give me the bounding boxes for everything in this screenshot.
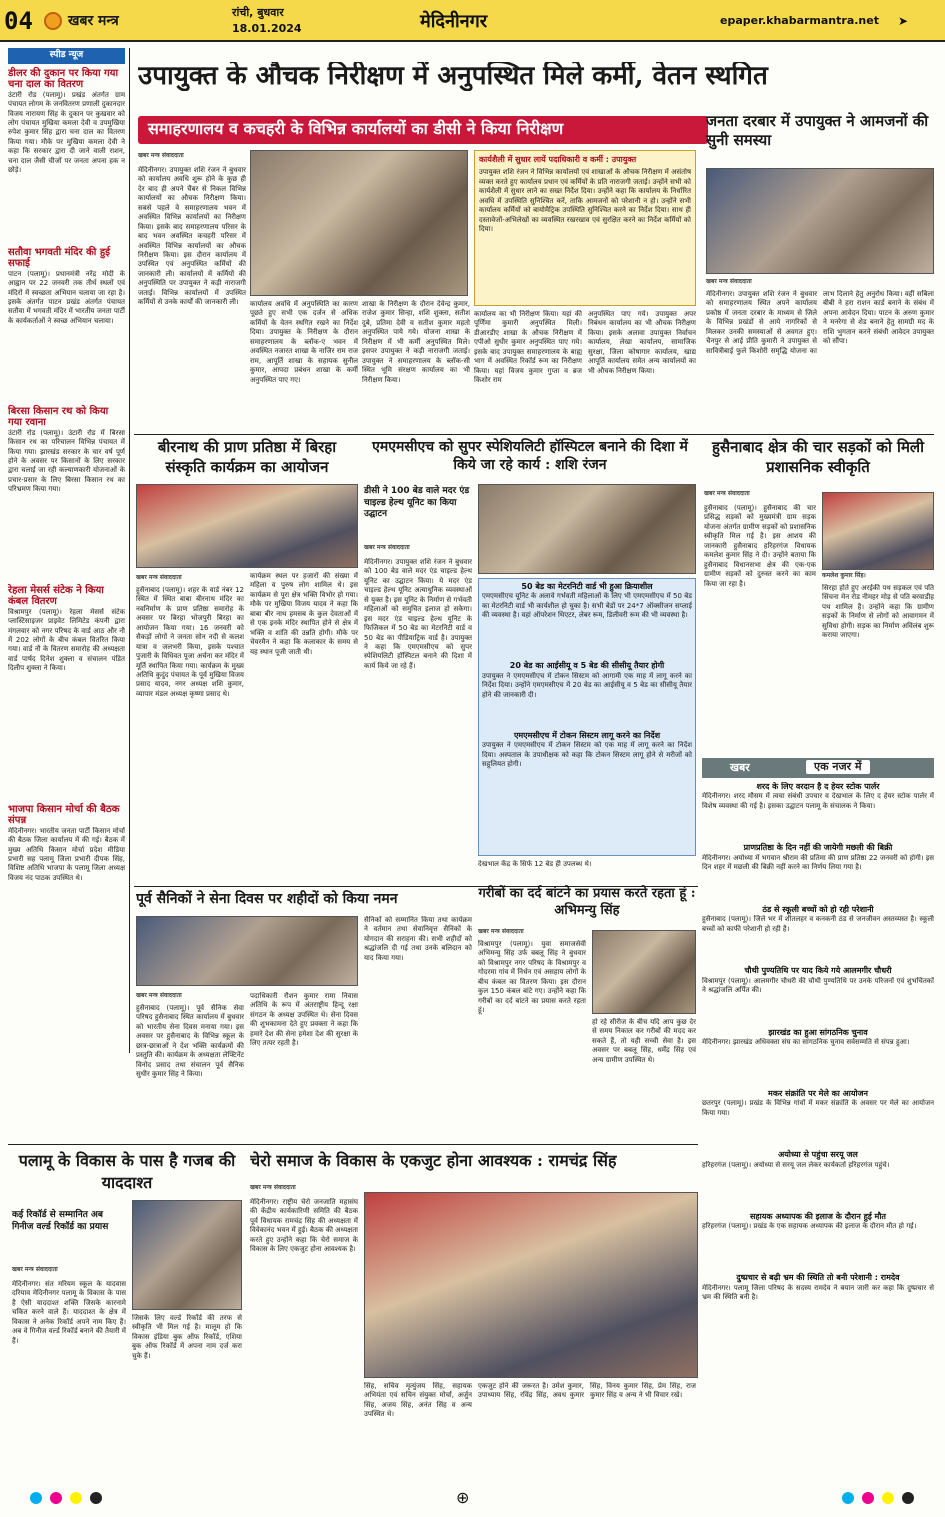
registration-mark-icon [902, 1492, 914, 1504]
sainik-body-2: पदाधिकारी रौशन कुमार रामा निवास अतिथि के रूप में अंतराष्ट्रीय हिन्दू रक्षा संगठन के अध्यक्ष उपस्थित थे। सेना दिवस की शुभकामना देते हुए प्रवक्ता ने कहा कि हमारे देश की सेना हमेशा देश की सुरक्षा के लिए तत्पर रहती है। [250, 992, 358, 1048]
mmch-sub: डीसी ने 100 बेड वाले मदर एंड चाइल्ड हेल्थ यूनिट का किया उद्घाटन [364, 486, 470, 520]
cursor-icon: ➤ [898, 14, 909, 28]
list-item [702, 1089, 934, 1147]
sainik-photo [136, 916, 358, 986]
list-item-body: हरिहरगंज (पलामू)। प्रखंड के एक सहायक अध्यापक की इलाज के दौरान मौत हो गई। [702, 1222, 917, 1231]
main-byline: खबर मन्त्र संवाददाता [138, 152, 184, 159]
sidebar-item-title: डीलर की दुकान पर किया गया चना दाल का वितरण [8, 67, 119, 91]
janta-body: मेदिनीनगर। उपायुक्त शशि रंजन ने बुधवार को समाहरणालय स्थित अपने कार्यालय प्रकोष्ठ में जनता दरबार के माध्यम से जिले के विभिन्न प्रखंडों से आये नागरिकों से मिलकर उनकी समस्याओं से अवगत हुए। चैनपुर से आई प्रीति कुमारी ने उपायुक्त से सावित्रीबाई फुले किशोरी समृद्धि योजना का लाभ दिलाने हेतु अनुरोध किया। वहीं सबिला बीबी ने हरा राशन कार्ड बनाने के संबंध में अपना आवेदन दिया। पाटन के अरुण कुमार ने मनरेगा से शेड बनाने हेतु सामग्री मद के राशि भुगतान करने संबंधी आवेदन उपायुक्त को सौंपा। [706, 290, 934, 355]
main-photo [250, 150, 468, 296]
list-item-title: प्राणप्रतिष्ठा के दिन नहीं की जायेगी मछली की बिक्री [743, 843, 893, 853]
sidebar-item [8, 68, 125, 241]
main-col-4: कार्यालय का भी निरीक्षण किया। यहां की पूर्णिमा कुमारी अनुपस्थित मिली। डीआरडीए शाखा के औचक निरीक्षण में एपीओ सुधीर कुमार अनुपस्थित पाए गये। इसके बाद उपायुक्त समाहरणालय के बाह्य भाग में अवस्थित रिकॉर्ड रूम का निरीक्षण किया। यहां विजय कुमार गुप्ता व ब्रज किशोर राम [474, 310, 582, 385]
main-col-3: शाखा के निरीक्षण के दौरान देवेन्द्र कुमार, राजेश कुमार सिन्हा, शशि शुक्ला, सतीश दुबे, प्रतिमा देवी व सतीश कुमार महतो अनुपस्थित पाये गये। योजना शाखा के निरीक्षण में भी कर्मी अनुपस्थित मिले। इसपर उपायुक्त ने कड़ी नाराजगी जताई। उपायुक्त ने समाहरणालय के ब्लॉक-सी स्थित भूमि संरक्षण कार्यालय का भी निरीक्षण किया। [362, 300, 470, 384]
sidebar [8, 48, 125, 1053]
hussainabad-photo [822, 492, 934, 570]
mmch-box3-title: एमएमसीएच में टोकन सिस्टम लागू करने का निर्देश [513, 730, 661, 740]
list-item-title: दुष्प्रचार से बढ़ी भ्रम की स्थिति तो बनी परेशानी : रामदेव [736, 1273, 900, 1283]
list-item-title: झारखंड का हुआ सांगठनिक चुनाव [768, 1027, 868, 1037]
section-rule [8, 1144, 698, 1145]
birnath-byline: खबर मन्त्र संवाददाता [136, 574, 182, 581]
nazar-header [702, 758, 934, 778]
mmch-byline: खबर मन्त्र संवाददाता [364, 544, 410, 551]
sainik-byline: खबर मन्त्र संवाददाता [136, 992, 182, 999]
list-item [702, 1028, 934, 1086]
chero-body-2: सिंह, सचिव मृत्युंजय सिंह, सहायक अभियंता एवं सचिन संयुक्त मोर्चा, अर्जुन सिंह, अजय सिंह, अनंत सिंह व अन्य उपस्थित थे। [364, 1382, 472, 1419]
sidebar-item [8, 247, 125, 400]
sidebar-item-body: मेदिनीनगर। भारतीय जनता पार्टी किसान मोर्चा की बैठक जिला कार्यालय में की गई। बैठक में मुख्य अतिथि किसान मोर्चा प्रदेश मीडिया प्रभारी सह पलामू जिला प्रभारी दीपक सिंह, विशिष्ट अतिथि भाजपा के पलामू जिला अध्यक्ष विजय नंद पाठक उपस्थित थे। [8, 826, 125, 882]
list-item-body: मेदिनीनगर। शरद मौसम में त्वचा संबंधी उपचार व देखभाल के लिए द हेयर स्टोक पार्लर में विशेष व्यवस्था की गई है। इसका उद्घाटन पलामू के संचालक ने किया। [702, 792, 934, 810]
hussainabad-headline: हुसैनाबाद क्षेत्र की चार सड़कों को मिली प्रशासनिक स्वीकृति [712, 438, 924, 476]
nazar-label: एक नजर में [806, 760, 870, 774]
sainik-body-3: सैनिकों को सम्मानित किया तथा कार्यक्रम ने वर्तमान तथा सेवानिवृत्त सैनिकों के योगदान की सराहना की। सभी शहीदों को श्रद्धांजलि दी गई तथा उनके बलिदान को याद किया गया। [364, 916, 472, 962]
main-col-1: मेदिनीनगर। उपायुक्त शशि रंजन ने बुधवार को कार्यालय अवधि शुरू होने के कुछ ही देर बाद ही अपने चैंबर से निकल विभिन्न कार्यालयों का औचक निरीक्षण किया। सबसे पहले वे समाहरणालय भवन में अवस्थित विभिन्न कार्यालयों का निरीक्षण किया। इसके बाद समाहरणालय परिसर के बाद भवन अवस्थित कचहरी परिसर में अवस्थित विभिन्न कार्यालयों का औचक निरीक्षण किया। इस दौरान कार्यालय में उपस्थित एवं अनुपस्थित कर्मियों की जानकारी ली। कार्यालयों में कर्मियों की अनुपस्थिति पर उपायुक्त ने कड़ी नाराजगी जताई। विभिन्न कार्यालयों में उपस्थित कर्मियों से उनके कार्यों की जानकारी ली। [138, 166, 246, 307]
sidebar-item [8, 585, 125, 798]
main-subhead: समाहरणालय व कचहरी के विभिन्न कार्यालयों का डीसी ने किया निरीक्षण [138, 116, 708, 144]
main-col-5: अनुपस्थित पाए गये। उपायुक्त अपर निबंधन कार्यालय का भी औचक निरीक्षण किया। इसके अलावा उपायुक्त निर्वाचन कार्यालय, लेखा कार्यालय, सामाजिक सुरक्षा, जिला कोषागार कार्यालय, खाद्य आपूर्ति कार्यालय समेत अन्य कार्यालयों का भी औचक निरीक्षण किया। [588, 310, 696, 375]
list-item [702, 843, 934, 901]
registration-mark-icon [882, 1492, 894, 1504]
mmch-box2-body: उपायुक्त ने एमएमसीएच में टोकन सिस्टम को आगामी एक माह में लागू करने का निर्देश दिया। उन्होंने एमएमसीएच में 20 बेड का आईसीयू व 5 बेड का सीसीयू तैयार होने की जानकारी दी। [482, 671, 692, 699]
list-item [702, 905, 934, 963]
list-item-title: शरद के लिए वरदान है द हेयर स्टोक पार्लर [756, 782, 880, 791]
chero-byline: खबर मन्त्र संवाददाता [250, 1184, 296, 1191]
palamu-body-2: जिसके लिए वर्ल्ड रिकॉर्ड की तरफ से स्वीकृति भी मिल गई है। मालूम हो कि विकास इंडिया बुक ऑफ रिकॉर्ड, एशिया बुक ऑफ रिकॉर्ड में अपना नाम दर्ज करा चुके हैं। [132, 1314, 242, 1360]
list-item [702, 782, 934, 840]
registration-mark-icon [862, 1492, 874, 1504]
date-line-2: 18.01.2024 [232, 22, 302, 35]
list-item-title: ठंड से स्कूली बच्चों को हो रही परेशानी [762, 904, 874, 914]
section-rule [134, 434, 934, 435]
sidebar-item-body: विश्रामपुर (पलामू)। रेहला मेसर्स संटेक प्लास्टिसाइजर प्राइवेट लिमिटेड कंपनी द्वारा मंगलवार को नगर परिषद के वार्ड आठ और नौ में 202 लोगों के बीच कंबल वितरित किया गया। वार्ड नौ के वितरण समारोह की अध्यक्षता वार्ड पार्षद दिनेश शुक्ला व संचालन पंडित दिलीप शुक्ला ने किया। [8, 607, 125, 673]
abhimanyu-body: विश्रामपुर (पलामू)। युवा समाजसेवी अभिमन्यु सिंह उर्फ बबलू सिंह ने बुधवार को विश्रामपुर नगर परिषद के विश्रामपुर व गोदरमा गांव में निर्धन एवं असहाय लोगों के बीच कंबल का वितरण किया। इस दौरान कुल 150 कंबल बांटे गए। उन्होंने कहा कि गरीबों का दर्द बांटने का प्रयास करते रहता हूं। [478, 940, 586, 1015]
mmch-body-2: देखभाल केंद्र के सिर्फ 12 बेड ही उपलब्ध थे। [478, 860, 592, 868]
sidebar-divider [129, 48, 130, 1053]
abhimanyu-body-2: हो रहे सीरीज के बीच यदि आप कुछ देर से समय निकाल कर गरीबों की मदद कर सकते हैं, तो यही सच्ची सेवा है। इस अवसर पर बबलू सिंह, धर्मेंद्र सिंह एवं अन्य ग्रामीण उपस्थित थे। [592, 1018, 696, 1064]
palamu-photo [132, 1200, 242, 1310]
chero-body: मेदिनीनगर। राष्ट्रीय चेरो जनजाति महासंघ की केंद्रीय कार्यकारिणी समिति की बैठक पूर्व विधायक रामचंद्र सिंह की अध्यक्षता में विवेकानंद भवन में हुई। बैठक की अध्यक्षता करते हुए उन्होंने कहा कि चेरो समाज के विकास के लिए एकजुट होना आवश्यक है। [250, 1198, 358, 1254]
birnath-headline: बीरनाथ की प्राण प्रतिष्ठा में बिरहा संस्कृति कार्यक्रम का आयोजन [157, 438, 337, 476]
site-link[interactable]: epaper.khabarmantra.net [720, 14, 879, 27]
mmch-body: मेदिनीनगर। उपायुक्त शशि रंजन ने बुधवार को 100 बेड वाले मदर एंड चाइल्ड हेल्थ यूनिट का उद्घाटन किया। ये मदर एंड चाइल्ड हेल्थ यूनिट अत्याधुनिक व्यवस्थाओं से युक्त है। इस यूनिट के निर्माण से गर्भवती महिलाओं को समुचित इलाज हो सकेगा। इस मदर एंड चाइल्ड हेल्थ यूनिट के फिजिकल में 50 बेड का मेटरनिटी वार्ड व 50 बेड का पीडियाट्रिक वार्ड है। उपायुक्त ने कहा कि एमएमसीएच को सुपर स्पेशियलिटी हॉस्पिटल बनाने की दिशा में कार्य किये जा रहे हैं। [364, 558, 472, 670]
abhimanyu-photo [592, 930, 696, 1014]
janta-photo [706, 168, 934, 274]
sidebar-item-title: भाजपा किसान मोर्चा की बैठक संपन्न [8, 803, 120, 827]
list-item [702, 1150, 934, 1208]
list-item [702, 1273, 934, 1331]
main-headline: उपायुक्त के औचक निरीक्षण में अनुपस्थित मिले कर्मी, वेतन स्थगित [138, 62, 768, 91]
list-item-title: सहायक अध्यापक की इलाज के दौरान हुई मौत [750, 1211, 886, 1221]
birnath-body-2: कार्यक्रम स्थल पर हजारों की संख्या में महिला व पुरुष लोग शामिल थे। इस कार्यक्रम से पूरा क्षेत्र भक्ति विभोर हो गया। मौके पर मुखिया विजय यादव ने कहा कि बाबा बीर नाथ हमसब के कुल देवताओं में से एक इनके मंदिर स्थापित होने से क्षेत्र में भक्ति व शांति की उन्नति होगी। मौके पर चेयरमैन ने कहा कि कलाकार के समय से यह स्थान पूजी जाती थी। [250, 572, 358, 656]
mmch-box1-title: 50 बेड का मेटरनिटी वार्ड भी हुआ क्रियाशील [521, 582, 653, 591]
list-item-body: विश्रामपुर (पलामू)। आलमगीर चौधरी की चौथी पुण्यतिथि पर उनके परिजनों एवं शुभचिंतकों ने श्रद्धांजलि अर्पित की। [702, 976, 934, 994]
nazar-list [702, 782, 934, 1402]
sidebar-label: स्पीड न्यूज [8, 48, 125, 64]
main-box-body: उपायुक्त शशि रंजन ने विभिन्न कार्यालयों एवं शाखाओं के औचक निरीक्षण में असंतोष व्यक्त करते हुए कार्यालय प्रधान एवं कर्मियों के प्रति नाराजगी जताई। उन्होंने सभी को कार्यशैली में सुधार लाने का सख्त निर्देश दिया। उन्होंने कहा कि कार्यालय के निर्धारित अवधि में उपस्थिति सुनिश्चित करें, ताकि आमजनों को परेशानी न हो। उन्होंने सभी कार्यालय कर्मियों को बायोमैट्रिक उपस्थिति सुनिश्चित करने का निर्देश दिया। साथ ही दस्तावेजों-अभिलेखों का व्यवस्थित रखरखाव एवं सुरक्षित करने का निर्देश कर्मियों को दिया। [479, 168, 691, 234]
hussainabad-body: हुसैनाबाद (पलामू)। हुसैनाबाद की चार प्रसिद्ध सड़कों को मुख्यमंत्री ग्राम सड़क योजना अंतर्गत ग्रामीण सड़कों को प्रशासनिक स्वीकृति मिल गई है। इस आशय की जानकारी हुसैनाबाद हरिहरगंज विधायक कमलेश कुमार सिंह ने दी। उन्होंने बताया कि हुसैनाबाद विधानसभा क्षेत्र की एक-एक ग्रामीण सड़कों को दुरुस्त करने का काम किया जा रहा है। [704, 504, 816, 588]
list-item-body: हुसैनाबाद (पलामू)। जिले भर में शीतलहर व कनकनी ठंड से जनजीवन अस्तव्यस्त है। स्कूली बच्चों को काफी परेशानी हो रही है। [702, 915, 934, 933]
sidebar-item-title: रेहला मेसर्स संटेक ने किया कंबल वितरण [8, 584, 104, 608]
registration-mark-icon [90, 1492, 102, 1504]
list-item-title: मकर संक्रांति पर मेले का आयोजन [768, 1088, 868, 1098]
hussainabad-body-2: सिरहा होते हुए अरईकी पथ सड़कल एवं पति सिंचना मेन रोड नीमहर मोड़ से पति बरवाडीह पथ शामिल है। उन्होंने कहा कि ग्रामीण सड़कों के निर्माण से लोगों को आवागमन में सुविधा होगी। सड़क का निर्माण अविलंब शुरू कराया जाएगा। [822, 584, 934, 640]
list-item-body: मेदिनीनगर। झारखंड अधिवक्ता संघ का सांगठनिक चुनाव सर्वसम्मति से संपन्न हुआ। [702, 1037, 910, 1046]
palamu-headline: पलामू के विकास के पास है गजब की याददाश्त [18, 1151, 236, 1192]
mmch-box1-body: एमएमसीएच यूनिट के अलावे गर्भवती महिलाओं के लिए भी एमएमसीएच में 50 बेड का मेटरनिटी वार्ड भी कार्यशील हो चुका है। सभी बेडों पर 24*7 ऑक्सीजन सप्लाई की व्यवस्था है। वहां ऑपरेशन थिएटर, लेबर रूम, डिलीवरी रूम की भी व्यवस्था है। [482, 592, 692, 620]
sidebar-item-body: उंटारी रोड (पलामू)। उंटारी रोड में बिरसा किसान रथ का परिचालन विभिन्न पंचायत में किया गया। झारखंड सरकार के चार वर्ष पूर्ण होने के अवसर पर किसानों के लिए सरकार द्वारा चलाई जा रही कल्याणकारी योजनाओं के प्रचार-प्रसार के लिए बिरसा किसान रथ का परिभ्रमण किया गया। [8, 428, 125, 494]
registration-mark-icon [70, 1492, 82, 1504]
hussainabad-caption: कमलेश कुमार सिंह। [822, 572, 866, 579]
sidebar-item-title: बिरसा किसान रथ को किया गया रवाना [8, 405, 109, 429]
list-item-title: चौथी पुण्यतिथि पर याद किये गये आलमगीर चौधरी [744, 966, 892, 976]
main-box-title: कार्यशैली में सुधार लायें पदाधिकारी व कर्मी : उपायुक्त [479, 155, 637, 164]
main-box [474, 150, 696, 306]
mmch-box [478, 578, 696, 856]
abhimanyu-byline: खबर मन्त्र संवाददाता [478, 928, 524, 935]
palamu-sub: कई रिकॉर्ड से सम्मानित अब गिनीज वर्ल्ड रिकॉर्ड का प्रयास [12, 1210, 109, 1232]
sidebar-item-title: सतौवा भगवती मंदिर की हुई सफाई [8, 246, 111, 270]
list-item-body: मेदिनीनगर। पलामू जिला परिषद के सदस्य रामदेव ने बयान जारी कर कहा कि दुष्प्रचार से भ्रम की स्थिति बनी है। [702, 1283, 934, 1301]
chero-body-3: एकजुट होने की जरूरत है। उमेश कुमार, उपाध्याय सिंह, रविंद्र सिंह, अवध कुमार सिंह, विनय कुमार सिंह, प्रेम सिंह, राज कुमार सिंह व अन्य ने भी विचार रखे। [478, 1382, 696, 1400]
date-line-1: रांची, बुधवार [232, 6, 284, 19]
mmch-headline: एमएमसीएच को सुपर स्पेशियलिटी हॉस्पिटल बनाने की दिशा में किये जा रहे कार्य : शशि रंजन [372, 439, 688, 474]
masthead [0, 0, 945, 42]
crosshair-icon: ⊕ [456, 1488, 470, 1507]
mmch-box3-body: उपायुक्त ने एमएमसीएच में टोकन सिस्टम को एक माह में लागू करने का निर्देश दिया। अस्पताल के उपाधीक्षक को कहा कि टोकन सिस्टम लागू होने से मरीजों को सहूलियत होगी। [482, 741, 692, 769]
sainik-body: हुसैनाबाद (पलामू)। पूर्व सैनिक सेवा परिषद हुसैनाबाद स्थित कार्यालय में बुधवार को भारतीय सेना दिवस मनाया गया। इस अवसर पर हुसैनाबाद के विभिन्न स्कूल के छात्र-छात्राओं ने देश भक्ति कार्यक्रमों की प्रस्तुति की। कार्यक्रम के अध्यक्षता लेफ्टिनेंट विनोद प्रसाद तथा संचालन पूर्व सैनिक सुधीर कुमार सिंह ने किया। [136, 1004, 244, 1079]
chero-headline: चेरो समाज के विकास के एकजुट होना आवश्यक : रामचंद्र सिंह [250, 1151, 617, 1170]
palamu-body: मेदिनीनगर। संत मरियम स्कूल के यादवास दरियाव मेदिनीनगर पलामू के विकास के पास है ऐसी याददाश्त शक्ति जिसके कारनामे चकित करने वाले हैं। याददाश्त के क्षेत्र में विकास ने अनेक रिकॉर्ड अपने नाम किए हैं। अब वे गिनीज वर्ल्ड रिकॉर्ड बनाने की तैयारी में हैं। [12, 1280, 126, 1345]
palamu-byline: खबर मन्त्र संवाददाता [12, 1266, 58, 1273]
list-item-body: छतरपुर (पलामू)। प्रखंड के विभिन्न गांवों में मकर संक्रांति के अवसर पर मेले का आयोजन किया गया। [702, 1099, 934, 1117]
list-item [702, 966, 934, 1024]
birnath-body: हुसैनाबाद (पलामू)। शहर के वार्ड नंबर 12 स्थित में स्थित बाबा बीरनाथ मंदिर का नवनिर्माण के प्राण प्रतिष्ठा समारोह के अवसर पर बिरहा भोजपुरी बिरहा का आयोजन किया गया। 16 जनवरी को सैकड़ों लोगों ने जनता सोन नदी से कलश यात्रा व जलभरी किया, इसके पश्चात पुजारी के विधिवत पूजा अर्चना कर मंदिर में मूर्ति स्थापित किया गया। कार्यक्रम के मुख्य अतिथि कुदुंद पंचायत के पूर्व मुखिया विजय प्रसाद यादव, नगर अध्यक्ष शशि कुमार, व्यापार मंडल अध्यक्ष कृष्णा प्रसाद थे। [136, 586, 244, 698]
registration-mark-icon [842, 1492, 854, 1504]
mmch-box2-title: 20 बेड का आईसीयू व 5 बेड की सीसीयू तैयार होगी [509, 661, 665, 671]
list-item [702, 1212, 934, 1270]
page-number: 04 [4, 7, 33, 35]
janta-byline: खबर मन्त्र संवाददाता [706, 278, 752, 285]
list-item-title: अयोध्या से पहुंचा सरयू जल [778, 1150, 858, 1160]
main-col-2: कार्यालय अवधि में अनुपस्थिति का कारण पूछते हुए सभी एक दर्जन से अधिक कर्मियों के वेतन स्थगित रखने का निर्देश दिया। उपायुक्त के निरीक्षण के दौरान समाहरणालय के ब्लॉक-ए भवन में अवस्थित नजारत शाखा के नाजिर राम राज राम, आपूर्ति शाखा के सहायक सुनील कुमार, आपदा प्रबंधन शाखा के कर्मी अनुपस्थित पाए गए। [250, 300, 358, 384]
abhimanyu-headline: गरीबों का दर्द बांटने का प्रयास करते रहता हूं : अभिमन्यु सिंह [478, 886, 696, 918]
janta-headline: जनता दरबार में उपायुक्त ने आमजनों की सुनी समस्या [706, 112, 929, 149]
list-item-body: हरिहरगंज (पलामू)। अयोध्या से सरयू जल लेकर कार्यकर्ता हरिहरगंज पहुंचे। [702, 1160, 890, 1169]
sidebar-item [8, 406, 125, 579]
footer-bar [0, 1484, 945, 1517]
sidebar-item-body: उंटारी रोड (पलामू)। प्रखंड अंतर्गत ग्राम पंचायत लोगम के जनवितरण प्रणाली दुकानदार विजय नारायण सिंह के दुकान पर कुखवार को लोग पंचायत मुखिया कमला देवी व उपमुखिया रुपेश कुमार सिंह द्वारा चना दाल का वितरण किया गया। मौके पर मुखिया कमला देवी ने कहा कि सरकार द्वारा दी जाने वाली राशन, चना दाल जैसी चीजों पर जनता अपना हक न छोड़े। [8, 90, 125, 175]
brand-name: खबर मन्त्र [68, 13, 119, 29]
registration-mark-icon [50, 1492, 62, 1504]
sainik-headline: पूर्व सैनिकों ने सेना दिवस पर शहीदों को किया नमन [136, 891, 398, 907]
chero-photo [364, 1192, 698, 1378]
birnath-photo [136, 484, 358, 568]
registration-mark-icon [30, 1492, 42, 1504]
list-item-body: मेदिनीनगर। अयोध्या में भगवान श्रीराम की प्रतिमा की प्राण प्रतिष्ठा 22 जनवरी को होगी। इस दिन शहर में मछली की बिक्री नहीं करने का निर्णय लिया गया है। [702, 853, 934, 872]
sidebar-item [8, 804, 125, 1047]
sidebar-item-body: पाटन (पलामू)। प्रधानमंत्री नरेंद्र मोदी के आह्वान पर 22 जनवरी तक तीर्थ स्थलों एवं मंदिरों में स्वच्छता अभियान चलाया जा रहा है। इसके अंतर्गत पाटन प्रखंड अंतर्गत पंचायत सतौवा में भगवती मंदिर में भारतीय जनता पार्टी के कार्यकर्ताओं ने स्वच्छ अभियान चलाया। [8, 269, 125, 325]
nazar-brand: खबर [730, 761, 750, 774]
mmch-photo [478, 484, 696, 574]
brand-logo-icon [44, 12, 62, 30]
section-name: मेदिनीनगर [420, 11, 488, 32]
hussainabad-byline: खबर मन्त्र संवाददाता [704, 490, 750, 497]
